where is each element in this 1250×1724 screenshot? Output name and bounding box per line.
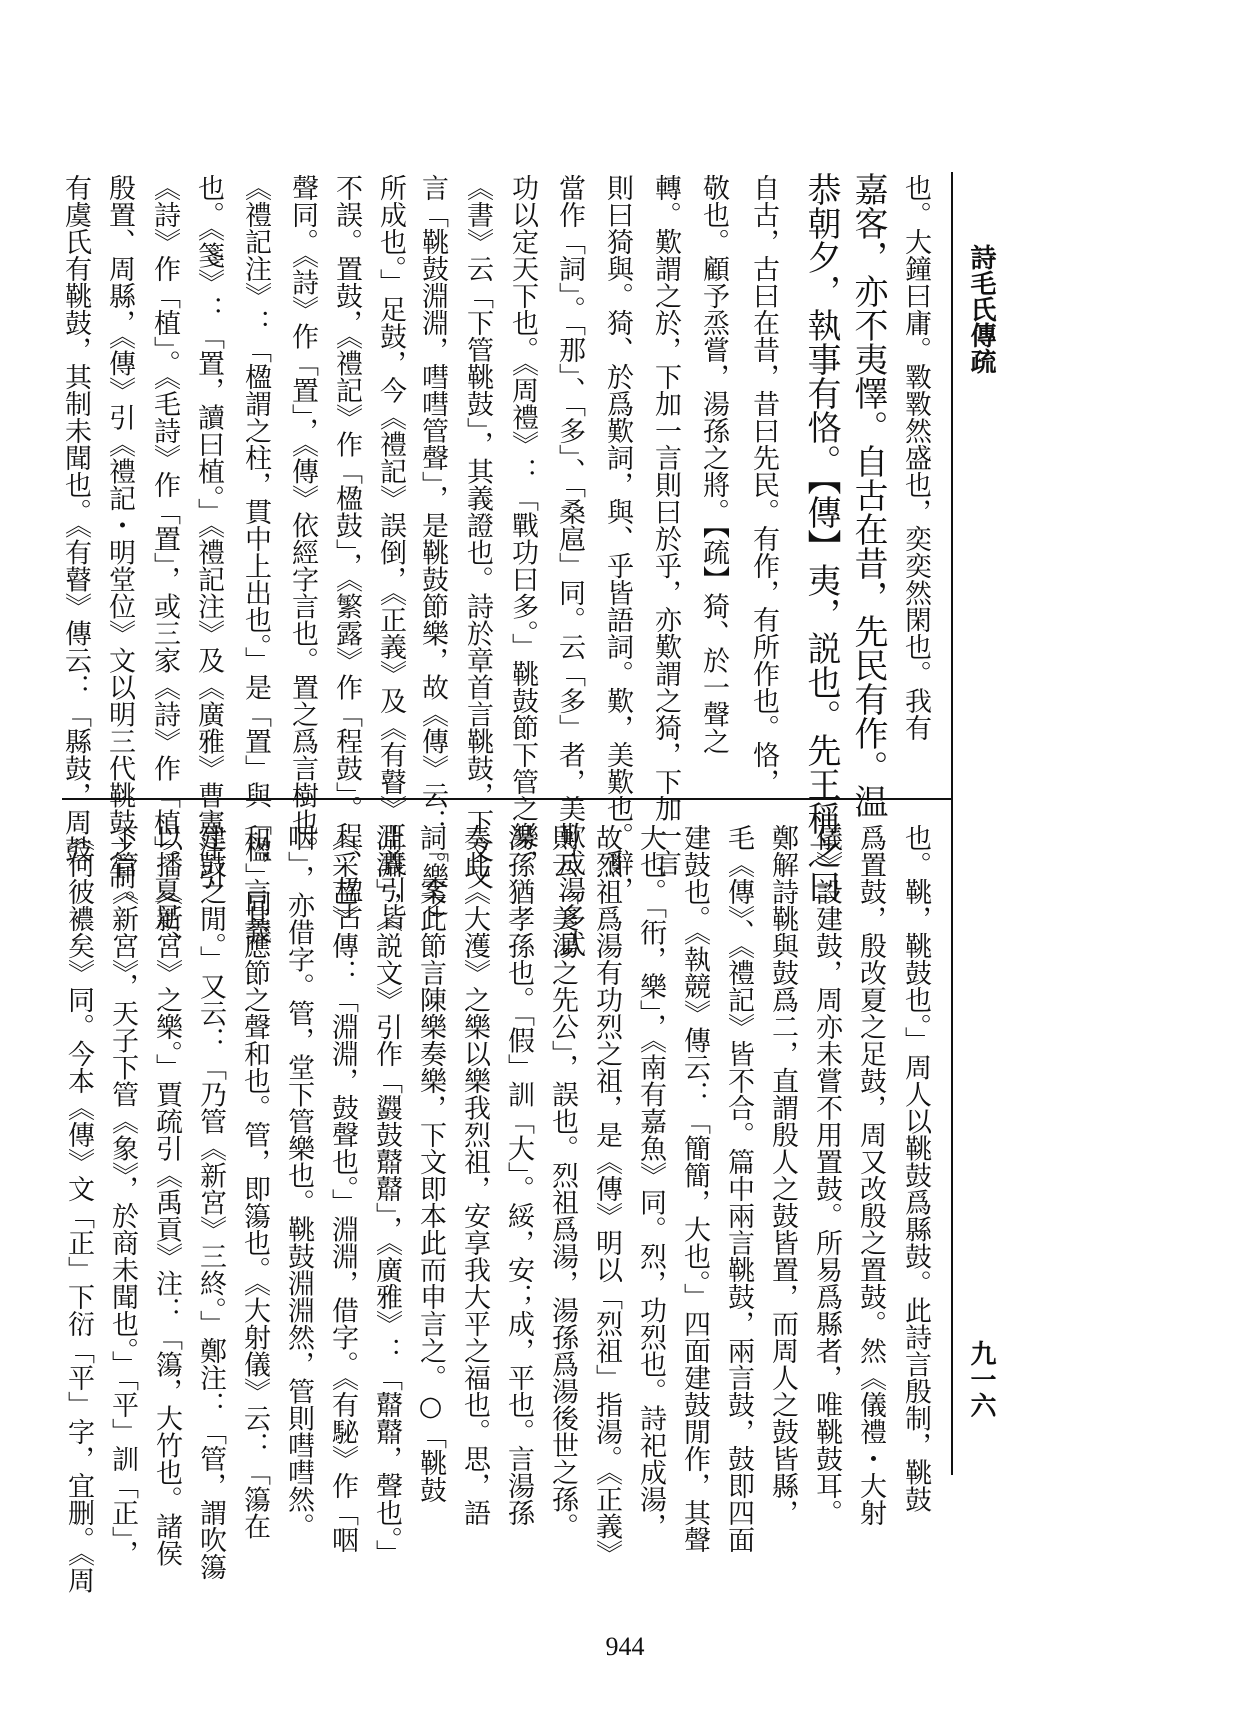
running-title: 詩毛氏傳疏 [966,244,996,374]
vertical-divider-rule [951,172,953,1475]
lower-column: 以播《新宮》之樂。」賈疏引《禹貢》注：「簜，大竹也。諸侯 [151,824,182,1567]
lower-column: 故烈祖爲湯有功烈之祖，是《傳》明以「烈祖」指湯。《正義》 [591,824,622,1567]
lower-column: 爲置鼓，殷改夏之足鼓，周又改殷之置鼓。然《儀禮・大射 [855,824,886,1526]
upper-column: 不誤。置鼓，《禮記》作「楹鼓」，《繁露》作「程鼓」。程、楹古 [331,174,362,930]
lower-column: 下管《新宮》，天子下管《象》，於商未聞也。」「平」訓「正」， [107,824,138,1567]
upper-column: 《禮記注》：「楹謂之柱，貫中上出也。」是「置」與「楹」同義 [240,174,271,944]
lower-column: 咽」，亦借字。管，堂下管樂也。鞉鼓淵淵然，管則嘒嘒然。 [283,824,314,1540]
page-label: 九一六 [966,1340,996,1418]
lower-column: 奏此《大濩》之樂以樂我烈祖，安享我大平之福也。思，語 [459,824,490,1526]
upper-column: 則曰猗與。猗、於爲歎詞，與、乎皆語詞。歎，美歎也。辭， [602,174,633,903]
lower-column: 和，言其應節之聲和也。管，即簜也。《大射儀》云：「簜在 [239,824,270,1540]
page-number: 944 [605,1632,645,1661]
upper-column: 也。大鐘曰庸。斁斁然盛也，奕奕然閑也。我有 [900,174,931,741]
lower-column: 淵淵」，《説文》引作「鼝鼓鼘鼘」，《廣雅》：「鼘鼘，聲也。」 [371,824,402,1567]
upper-column: 《詩》作「植」。《毛詩》作「置」，或三家《詩》作「植」。夏足、 [149,174,180,957]
upper-column: 嘉客，亦不夷懌。自古在昔，先民有作。温 [848,172,888,818]
upper-column: 《書》云「下管鞉鼓」，其義證也。詩於章首言鞉鼓，下文又 [462,174,493,890]
upper-column: 當作「詞」。「那」、「多」、「桑扈」同。云「多」者，美歎成湯多武 [554,174,585,957]
lower-column: 《采芑》傳：「淵淵，鼓聲也。」淵淵，借字。《有駜》作「咽 [327,824,358,1553]
lower-column: 湯孫猶孝孫也。「假」訓「大」。綏，安；成，平也。言湯孫 [503,824,534,1526]
upper-column: 功以定天下也。《周禮》：「戰功曰多。」鞉鼓節下管之樂， [507,174,538,876]
upper-column: 言「鞉鼓淵淵，嘒嘒管聲」，是鞉鼓節樂，故《傳》云：「樂之 [417,174,448,917]
upper-column: 殷置、周縣，《傳》引《禮記・明堂位》文以明三代鞉鼓之制。 [104,174,135,917]
upper-column: 自古，古曰在昔，昔曰先民。有作，有所作也。恪， [748,174,779,795]
lower-column: 則云「美湯之先公」，誤也。烈祖爲湯，湯孫爲湯後世之孫。 [547,824,578,1540]
lower-column: 也。鞉，鞉鼓也。」周人以鞉鼓爲縣鼓。此詩言殷制，鞉鼓 [900,824,931,1513]
lower-column: 建鼓也。《執競》傳云：「簡簡，大也。」四面建鼓閒作，其聲 [679,824,710,1553]
upper-column: 有虞氏有鞉鼓，其制未聞也。《有瞽》傳云：「縣鼓，周鼓 [60,174,91,863]
upper-column: 恭朝夕，執事有恪。【傳】夷，説也。先王稱之曰 [801,172,841,903]
upper-column: 敬也。顧予烝嘗，湯孫之將。【疏】猗、於一聲之 [698,174,729,755]
lower-column: 儀》設建鼓，周亦未嘗不用置鼓。所易爲縣者，唯鞉鼓耳。 [811,824,842,1526]
upper-column: 轉。歎謂之於，下加一言則曰於乎，亦歎謂之猗，下加一言 [650,174,681,876]
upper-column: 聲同。《詩》作「置」，《傳》依經字言也。置之爲言樹也。 [287,174,318,863]
lower-column: 毛《傳》、《禮記》皆不合。篇中兩言鞉鼓，兩言鼓，鼓即四面 [723,824,754,1553]
upper-column: 也。《箋》：「置，讀曰植。」《禮記注》及《廣雅》曹憲注引 [193,174,224,890]
lower-column: 大也。「衎，樂」，《南有嘉魚》同。烈，功烈也。詩祀成湯， [635,824,666,1540]
lower-column: 建鼓之閒。」又云：「乃管《新宮》三終。」鄭注：「管，謂吹簜 [195,824,226,1580]
lower-column: 鄭解詩鞉與鼓爲二，直謂殷人之鼓皆置，而周人之鼓皆縣， [767,824,798,1526]
lower-column: 《何彼襛矣》同。今本《傳》文「正」下衍「平」字，宜删。《周 [63,824,94,1594]
upper-column: 所成也。」足鼓，今《禮記》誤倒，《正義》及《有瞽》正義引皆 [375,174,406,930]
lower-column: 詞。案此節言陳樂奏樂，下文即本此而申言之。○「鞉鼓 [415,824,446,1503]
